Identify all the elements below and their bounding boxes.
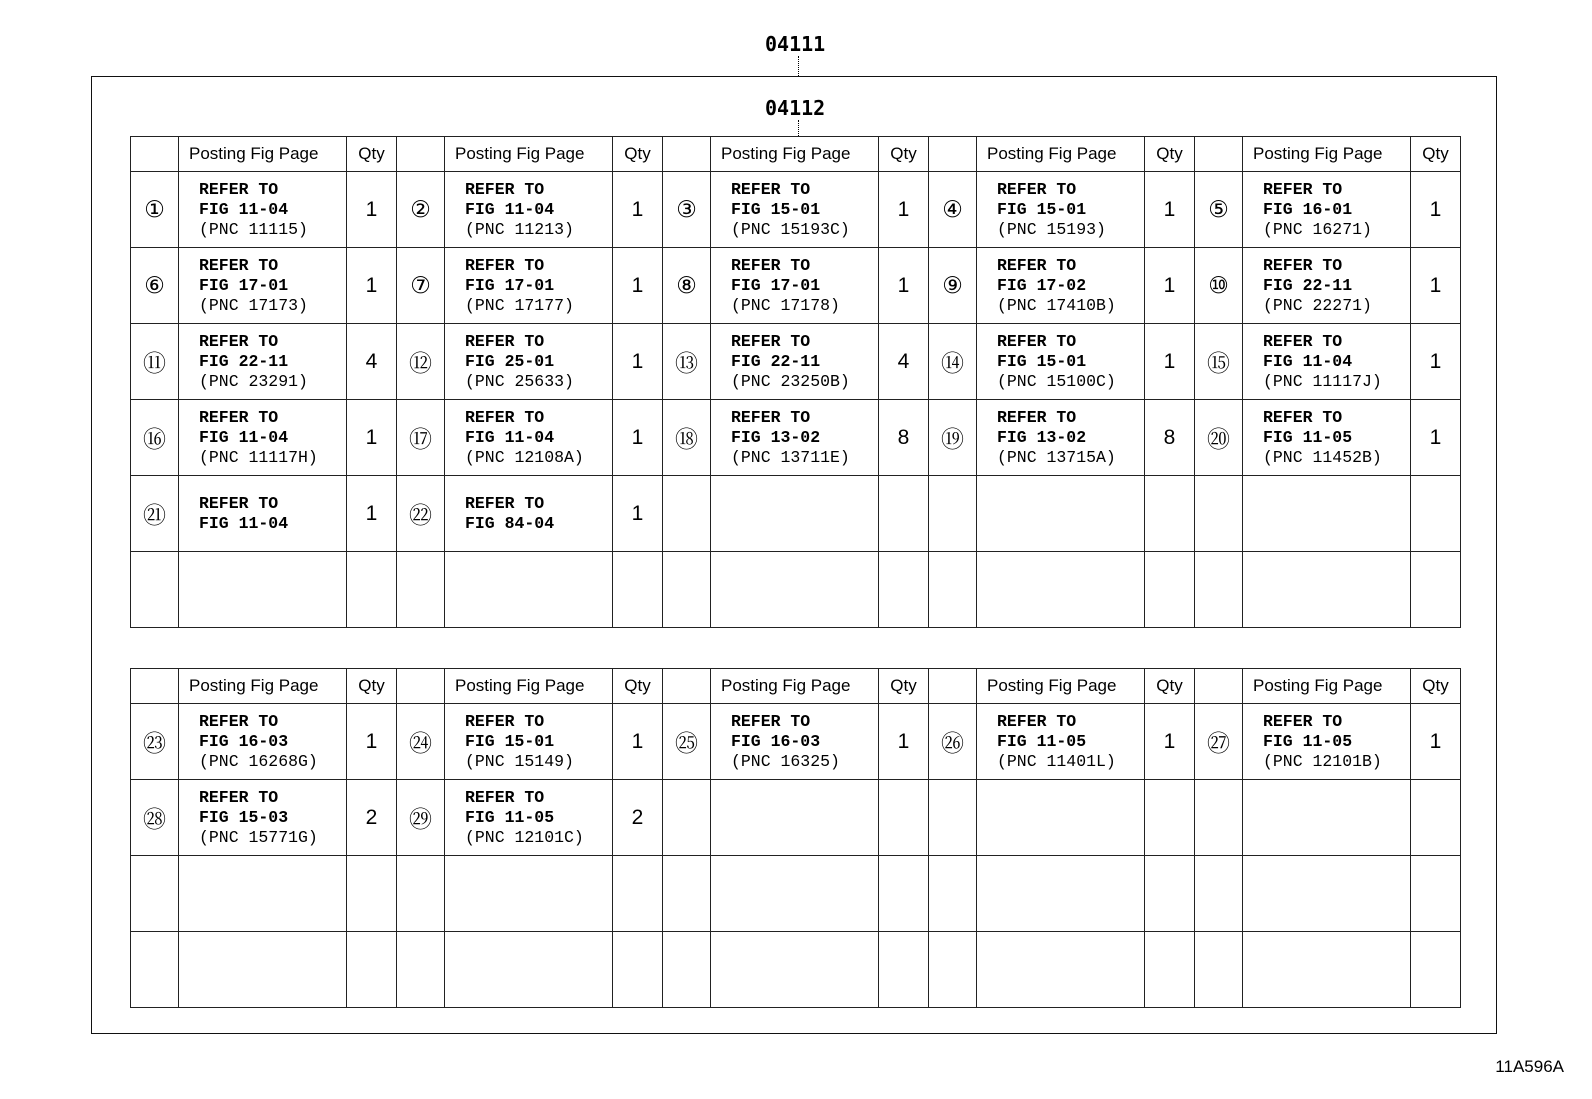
qty-cell: 8 xyxy=(1145,400,1195,476)
pnc-text: (PNC 16268G) xyxy=(199,751,318,771)
qty-header: Qty xyxy=(613,137,663,172)
index-column-header xyxy=(929,137,977,172)
posting-fig-page-header: Posting Fig Page xyxy=(445,669,613,704)
qty-cell: 1 xyxy=(347,248,397,324)
item-number: ⑧ xyxy=(663,248,711,324)
posting-fig-page-cell xyxy=(179,780,347,856)
fig-page-text: FIG 11-04 xyxy=(199,513,289,533)
item-number: ⑪ xyxy=(131,324,179,400)
qty-cell: 1 xyxy=(1411,248,1461,324)
refer-to-text: REFER TO xyxy=(465,407,545,427)
posting-fig-page-cell xyxy=(179,704,347,780)
qty-cell: 1 xyxy=(1411,400,1461,476)
posting-fig-page-cell xyxy=(1243,780,1411,856)
posting-fig-page-cell xyxy=(445,780,613,856)
qty-cell: 1 xyxy=(1145,704,1195,780)
table-row xyxy=(131,172,1461,248)
fig-page-text: FIG 11-04 xyxy=(199,199,289,219)
fig-page-text: FIG 16-03 xyxy=(199,731,289,751)
item-number: ⑦ xyxy=(397,248,445,324)
posting-fig-page-cell xyxy=(977,856,1145,932)
posting-fig-page-cell xyxy=(445,248,613,324)
table-row xyxy=(131,932,1461,1008)
item-number xyxy=(663,780,711,856)
posting-fig-page-cell xyxy=(445,856,613,932)
pnc-text: (PNC 17410B) xyxy=(997,295,1116,315)
item-number: ⑳ xyxy=(1195,400,1243,476)
posting-fig-page-cell xyxy=(977,476,1145,552)
qty-cell: 1 xyxy=(1145,324,1195,400)
item-number: ⑰ xyxy=(397,400,445,476)
table-row xyxy=(131,324,1461,400)
index-column-header xyxy=(663,669,711,704)
item-number: ⑭ xyxy=(929,324,977,400)
qty-cell: 1 xyxy=(613,704,663,780)
qty-cell: 1 xyxy=(613,324,663,400)
assembly-leader-line xyxy=(798,56,799,76)
item-number xyxy=(929,780,977,856)
item-number: ② xyxy=(397,172,445,248)
fig-page-text: FIG 22-11 xyxy=(199,351,289,371)
item-number: ④ xyxy=(929,172,977,248)
posting-fig-page-header: Posting Fig Page xyxy=(977,137,1145,172)
table-row xyxy=(131,552,1461,628)
reference-table-top xyxy=(130,136,1461,628)
qty-cell xyxy=(879,476,929,552)
refer-to-text: REFER TO xyxy=(199,711,279,731)
posting-fig-page-cell xyxy=(445,704,613,780)
pnc-text: (PNC 11115) xyxy=(199,219,308,239)
refer-to-text: REFER TO xyxy=(731,179,811,199)
posting-fig-page-cell xyxy=(179,324,347,400)
qty-cell xyxy=(1411,856,1461,932)
item-number xyxy=(929,552,977,628)
refer-to-text: REFER TO xyxy=(1263,255,1343,275)
qty-cell xyxy=(879,856,929,932)
pnc-text: (PNC 22271) xyxy=(1263,295,1372,315)
posting-fig-page-cell xyxy=(977,552,1145,628)
table-row xyxy=(131,400,1461,476)
qty-cell xyxy=(1145,932,1195,1008)
pnc-text: (PNC 12108A) xyxy=(465,447,584,467)
posting-fig-page-cell xyxy=(977,932,1145,1008)
item-number xyxy=(663,856,711,932)
item-number: ① xyxy=(131,172,179,248)
index-column-header xyxy=(929,669,977,704)
fig-page-text: FIG 11-05 xyxy=(1263,731,1353,751)
refer-to-text: REFER TO xyxy=(731,331,811,351)
qty-cell: 1 xyxy=(613,476,663,552)
pnc-text: (PNC 17177) xyxy=(465,295,574,315)
refer-to-text: REFER TO xyxy=(465,331,545,351)
fig-page-text: FIG 11-04 xyxy=(1263,351,1353,371)
refer-to-text: REFER TO xyxy=(731,711,811,731)
pnc-text: (PNC 11401L) xyxy=(997,751,1116,771)
refer-to-text: REFER TO xyxy=(199,179,279,199)
fig-page-text: FIG 17-01 xyxy=(199,275,289,295)
item-number xyxy=(397,856,445,932)
posting-fig-page-header: Posting Fig Page xyxy=(711,137,879,172)
posting-fig-page-cell xyxy=(1243,172,1411,248)
pnc-text: (PNC 25633) xyxy=(465,371,574,391)
item-number: ③ xyxy=(663,172,711,248)
pnc-text: (PNC 12101B) xyxy=(1263,751,1382,771)
qty-cell xyxy=(879,932,929,1008)
qty-cell: 4 xyxy=(347,324,397,400)
qty-cell xyxy=(347,552,397,628)
posting-fig-page-cell xyxy=(179,932,347,1008)
qty-cell xyxy=(1411,476,1461,552)
qty-header: Qty xyxy=(1411,137,1461,172)
item-number xyxy=(929,932,977,1008)
item-number xyxy=(131,856,179,932)
pnc-text: (PNC 23291) xyxy=(199,371,308,391)
pnc-text: (PNC 11452B) xyxy=(1263,447,1382,467)
fig-page-text: FIG 11-05 xyxy=(465,807,555,827)
qty-cell: 1 xyxy=(613,172,663,248)
refer-to-text: REFER TO xyxy=(997,407,1077,427)
qty-cell: 1 xyxy=(879,704,929,780)
pnc-text: (PNC 16271) xyxy=(1263,219,1372,239)
qty-cell xyxy=(1411,932,1461,1008)
pnc-text: (PNC 15193C) xyxy=(731,219,850,239)
fig-page-text: FIG 17-01 xyxy=(731,275,821,295)
refer-to-text: REFER TO xyxy=(731,255,811,275)
assembly-number: 04111 xyxy=(765,32,826,56)
posting-fig-page-cell xyxy=(977,172,1145,248)
fig-page-text: FIG 11-05 xyxy=(1263,427,1353,447)
pnc-text: (PNC 11213) xyxy=(465,219,574,239)
pnc-text: (PNC 16325) xyxy=(731,751,840,771)
posting-fig-page-cell xyxy=(179,172,347,248)
qty-cell xyxy=(879,552,929,628)
qty-header: Qty xyxy=(879,669,929,704)
reference-table-bottom xyxy=(130,668,1461,1008)
qty-cell: 1 xyxy=(879,248,929,324)
item-number: ⑩ xyxy=(1195,248,1243,324)
qty-cell: 4 xyxy=(879,324,929,400)
refer-to-text: REFER TO xyxy=(997,179,1077,199)
posting-fig-page-cell xyxy=(977,248,1145,324)
item-number: ㉒ xyxy=(397,476,445,552)
refer-to-text: REFER TO xyxy=(199,787,279,807)
fig-page-text: FIG 13-02 xyxy=(731,427,821,447)
qty-cell xyxy=(879,780,929,856)
refer-to-text: REFER TO xyxy=(465,787,545,807)
posting-fig-page-cell xyxy=(711,324,879,400)
posting-fig-page-cell xyxy=(711,932,879,1008)
refer-to-text: REFER TO xyxy=(1263,331,1343,351)
qty-cell xyxy=(347,856,397,932)
table-row xyxy=(131,780,1461,856)
item-number xyxy=(397,932,445,1008)
posting-fig-page-cell xyxy=(711,400,879,476)
fig-page-text: FIG 16-01 xyxy=(1263,199,1353,219)
qty-cell xyxy=(1145,856,1195,932)
item-number: ⑲ xyxy=(929,400,977,476)
posting-fig-page-cell xyxy=(711,248,879,324)
fig-page-text: FIG 15-03 xyxy=(199,807,289,827)
qty-cell: 1 xyxy=(613,400,663,476)
item-number xyxy=(1195,780,1243,856)
refer-to-text: REFER TO xyxy=(465,493,545,513)
posting-fig-page-header: Posting Fig Page xyxy=(711,669,879,704)
posting-fig-page-cell xyxy=(1243,552,1411,628)
fig-page-text: FIG 11-04 xyxy=(465,199,555,219)
item-number: ⑤ xyxy=(1195,172,1243,248)
index-column-header xyxy=(397,137,445,172)
posting-fig-page-header: Posting Fig Page xyxy=(1243,669,1411,704)
pnc-text: (PNC 13711E) xyxy=(731,447,850,467)
table-row xyxy=(131,248,1461,324)
qty-cell: 2 xyxy=(613,780,663,856)
posting-fig-page-header: Posting Fig Page xyxy=(445,137,613,172)
posting-fig-page-cell xyxy=(179,552,347,628)
item-number: ㉘ xyxy=(131,780,179,856)
index-column-header xyxy=(397,669,445,704)
refer-to-text: REFER TO xyxy=(1263,407,1343,427)
pnc-text: (PNC 11117J) xyxy=(1263,371,1382,391)
posting-fig-page-cell xyxy=(445,324,613,400)
index-column-header xyxy=(131,669,179,704)
qty-header: Qty xyxy=(613,669,663,704)
index-column-header xyxy=(663,137,711,172)
pnc-text: (PNC 11117H) xyxy=(199,447,318,467)
qty-cell: 1 xyxy=(879,172,929,248)
refer-to-text: REFER TO xyxy=(731,407,811,427)
posting-fig-page-cell xyxy=(1243,324,1411,400)
qty-header: Qty xyxy=(1145,669,1195,704)
item-number xyxy=(663,552,711,628)
item-number: ㉔ xyxy=(397,704,445,780)
pnc-text: (PNC 13715A) xyxy=(997,447,1116,467)
pnc-text: (PNC 17178) xyxy=(731,295,840,315)
qty-cell xyxy=(1411,552,1461,628)
item-number: ⑬ xyxy=(663,324,711,400)
fig-page-text: FIG 15-01 xyxy=(997,351,1087,371)
posting-fig-page-header: Posting Fig Page xyxy=(179,137,347,172)
refer-to-text: REFER TO xyxy=(997,331,1077,351)
refer-to-text: REFER TO xyxy=(199,255,279,275)
posting-fig-page-cell xyxy=(445,932,613,1008)
qty-cell: 1 xyxy=(1411,704,1461,780)
item-number xyxy=(1195,476,1243,552)
posting-fig-page-cell xyxy=(711,172,879,248)
posting-fig-page-cell xyxy=(1243,400,1411,476)
fig-page-text: FIG 11-05 xyxy=(997,731,1087,751)
item-number xyxy=(1195,552,1243,628)
item-number xyxy=(929,476,977,552)
qty-cell: 1 xyxy=(1145,172,1195,248)
index-column-header xyxy=(1195,669,1243,704)
refer-to-text: REFER TO xyxy=(1263,711,1343,731)
item-number: ㉙ xyxy=(397,780,445,856)
fig-page-text: FIG 13-02 xyxy=(997,427,1087,447)
item-number xyxy=(397,552,445,628)
qty-cell: 1 xyxy=(1145,248,1195,324)
item-number: ⑥ xyxy=(131,248,179,324)
item-number xyxy=(929,856,977,932)
fig-page-text: FIG 17-02 xyxy=(997,275,1087,295)
posting-fig-page-cell xyxy=(1243,704,1411,780)
qty-cell: 2 xyxy=(347,780,397,856)
table-row xyxy=(131,856,1461,932)
posting-fig-page-cell xyxy=(711,476,879,552)
qty-cell xyxy=(613,932,663,1008)
posting-fig-page-cell xyxy=(1243,856,1411,932)
posting-fig-page-header: Posting Fig Page xyxy=(179,669,347,704)
posting-fig-page-cell xyxy=(977,780,1145,856)
pnc-text: (PNC 12101C) xyxy=(465,827,584,847)
posting-fig-page-cell xyxy=(711,552,879,628)
item-number xyxy=(131,552,179,628)
header-row xyxy=(131,137,1461,172)
qty-header: Qty xyxy=(879,137,929,172)
qty-cell xyxy=(613,856,663,932)
qty-header: Qty xyxy=(1411,669,1461,704)
posting-fig-page-cell xyxy=(445,476,613,552)
pnc-text: (PNC 15149) xyxy=(465,751,574,771)
posting-fig-page-cell xyxy=(1243,932,1411,1008)
item-number: ⑨ xyxy=(929,248,977,324)
posting-fig-page-cell xyxy=(445,172,613,248)
posting-fig-page-cell xyxy=(1243,476,1411,552)
qty-cell: 1 xyxy=(1411,324,1461,400)
refer-to-text: REFER TO xyxy=(199,331,279,351)
posting-fig-page-cell xyxy=(977,324,1145,400)
refer-to-text: REFER TO xyxy=(465,711,545,731)
posting-fig-page-cell xyxy=(179,476,347,552)
item-number xyxy=(1195,856,1243,932)
item-number: ⑱ xyxy=(663,400,711,476)
posting-fig-page-cell xyxy=(977,704,1145,780)
qty-header: Qty xyxy=(1145,137,1195,172)
qty-cell xyxy=(613,552,663,628)
item-number xyxy=(131,932,179,1008)
qty-header: Qty xyxy=(347,669,397,704)
posting-fig-page-cell xyxy=(179,248,347,324)
item-number: ㉑ xyxy=(131,476,179,552)
refer-to-text: REFER TO xyxy=(997,255,1077,275)
qty-cell: 1 xyxy=(347,704,397,780)
qty-cell xyxy=(347,932,397,1008)
item-number: ㉕ xyxy=(663,704,711,780)
fig-page-text: FIG 17-01 xyxy=(465,275,555,295)
posting-fig-page-cell xyxy=(977,400,1145,476)
posting-fig-page-header: Posting Fig Page xyxy=(1243,137,1411,172)
qty-cell: 1 xyxy=(347,172,397,248)
sub-assembly-number: 04112 xyxy=(765,96,826,120)
fig-page-text: FIG 25-01 xyxy=(465,351,555,371)
item-number: ㉗ xyxy=(1195,704,1243,780)
fig-page-text: FIG 15-01 xyxy=(997,199,1087,219)
header-row xyxy=(131,669,1461,704)
qty-cell xyxy=(1411,780,1461,856)
qty-cell: 1 xyxy=(347,400,397,476)
qty-cell: 1 xyxy=(613,248,663,324)
item-number: ⑯ xyxy=(131,400,179,476)
index-column-header xyxy=(1195,137,1243,172)
refer-to-text: REFER TO xyxy=(199,493,279,513)
fig-page-text: FIG 11-04 xyxy=(465,427,555,447)
fig-page-text: FIG 15-01 xyxy=(465,731,555,751)
pnc-text: (PNC 15100C) xyxy=(997,371,1116,391)
item-number xyxy=(1195,932,1243,1008)
posting-fig-page-cell xyxy=(711,704,879,780)
figure-code: 11A596A xyxy=(1495,1057,1564,1076)
pnc-text: (PNC 15771G) xyxy=(199,827,318,847)
posting-fig-page-cell xyxy=(1243,248,1411,324)
posting-fig-page-cell xyxy=(179,856,347,932)
posting-fig-page-cell xyxy=(445,552,613,628)
table-row xyxy=(131,476,1461,552)
qty-cell: 1 xyxy=(1411,172,1461,248)
posting-fig-page-header: Posting Fig Page xyxy=(977,669,1145,704)
qty-cell xyxy=(1145,476,1195,552)
refer-to-text: REFER TO xyxy=(1263,179,1343,199)
posting-fig-page-cell xyxy=(711,780,879,856)
fig-page-text: FIG 22-11 xyxy=(1263,275,1353,295)
fig-page-text: FIG 11-04 xyxy=(199,427,289,447)
item-number: ⑫ xyxy=(397,324,445,400)
pnc-text: (PNC 23250B) xyxy=(731,371,850,391)
item-number: ⑮ xyxy=(1195,324,1243,400)
posting-fig-page-cell xyxy=(445,400,613,476)
fig-page-text: FIG 22-11 xyxy=(731,351,821,371)
qty-header: Qty xyxy=(347,137,397,172)
refer-to-text: REFER TO xyxy=(997,711,1077,731)
qty-cell: 8 xyxy=(879,400,929,476)
qty-cell xyxy=(1145,552,1195,628)
posting-fig-page-cell xyxy=(179,400,347,476)
fig-page-text: FIG 15-01 xyxy=(731,199,821,219)
pnc-text: (PNC 17173) xyxy=(199,295,308,315)
qty-cell: 1 xyxy=(347,476,397,552)
index-column-header xyxy=(131,137,179,172)
table-row xyxy=(131,704,1461,780)
pnc-text: (PNC 15193) xyxy=(997,219,1106,239)
refer-to-text: REFER TO xyxy=(199,407,279,427)
fig-page-text: FIG 16-03 xyxy=(731,731,821,751)
refer-to-text: REFER TO xyxy=(465,179,545,199)
posting-fig-page-cell xyxy=(711,856,879,932)
item-number: ㉖ xyxy=(929,704,977,780)
qty-cell xyxy=(1145,780,1195,856)
fig-page-text: FIG 84-04 xyxy=(465,513,555,533)
item-number xyxy=(663,476,711,552)
item-number: ㉓ xyxy=(131,704,179,780)
item-number xyxy=(663,932,711,1008)
sub-assembly-leader-line xyxy=(798,120,799,136)
refer-to-text: REFER TO xyxy=(465,255,545,275)
